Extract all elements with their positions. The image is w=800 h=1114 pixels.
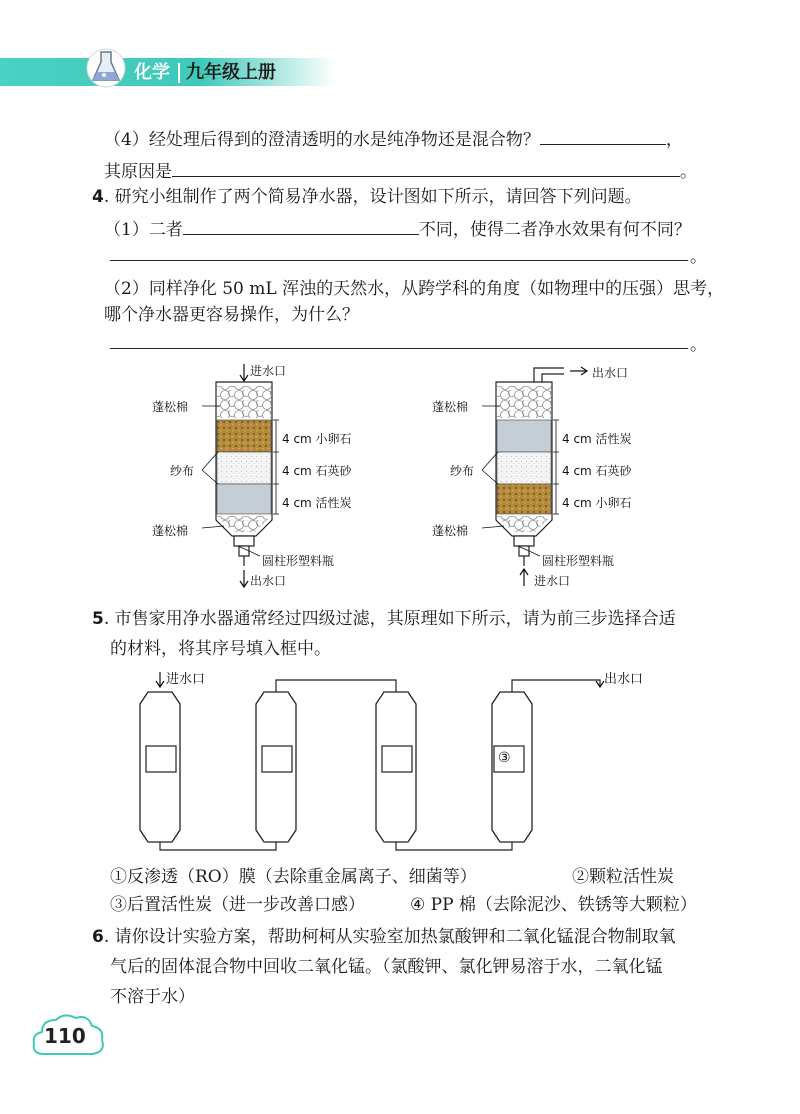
q3-period: 。: [680, 162, 697, 182]
right-layer3-label: 4 cm 小卵石: [562, 496, 632, 510]
q5-option1: ①反渗透（RO）膜（去除重金属离子、细菌等）: [110, 867, 477, 887]
right-layer2-label: 4 cm 石英砂: [562, 464, 632, 478]
q5-stem-line2: 的材料，将其序号填入框中。: [110, 639, 331, 659]
left-layer1-label: 4 cm 小卵石: [282, 432, 352, 446]
q5-option3: ③后置活性炭（进一步改善口感）: [110, 895, 365, 915]
right-gauze-label: 纱布: [450, 464, 475, 478]
q4-part1-suffix: 不同，使得二者净水效果有何不同？: [418, 220, 691, 240]
header-divider: [178, 63, 180, 83]
left-bottle-label: 圆柱形塑料瓶: [262, 554, 335, 568]
grade-label: 九年级上册: [186, 62, 276, 83]
q6-number: 6: [92, 927, 104, 947]
q5-option2: ②颗粒活性炭: [572, 867, 674, 887]
left-top-cotton: [217, 386, 271, 418]
left-cotton-bottom-label: 蓬松棉: [152, 524, 189, 538]
right-outlet-label: 出水口: [592, 366, 629, 380]
q4-part2-period: 。: [690, 335, 707, 355]
left-inlet-label: 进水口: [250, 364, 287, 378]
left-outlet-label: 出水口: [250, 574, 287, 588]
q4-stem: [92, 186, 642, 208]
subject-label: 化学: [134, 62, 170, 83]
q4-part2-line1: （2）同样净化 50 mL 浑浊的天然水，从跨学科的角度（如物理中的压强）思考，: [104, 279, 725, 299]
left-gauze-label: 纱布: [170, 464, 195, 478]
right-layer-pebbles: [497, 484, 551, 514]
q4-part1-blank[interactable]: [183, 216, 419, 235]
right-top-cotton: [497, 386, 551, 418]
q5-outlet-label: 出水口: [604, 672, 644, 687]
q4-part2-answer-line[interactable]: [110, 348, 688, 349]
left-layer-sand: [217, 452, 271, 484]
q4-part1-prefix: （1）二者: [104, 220, 183, 240]
q4-part1-answer-line[interactable]: [110, 260, 688, 261]
right-layer1-label: 4 cm 活性炭: [562, 432, 632, 446]
q4-number: 4: [92, 187, 104, 207]
q4-part1: [104, 216, 691, 241]
answer-box-2[interactable]: [262, 746, 292, 772]
left-layer-pebbles: [217, 420, 271, 452]
q6-line1: [92, 926, 676, 948]
q6-text1: . 请你设计实验方案，帮助柯柯从实验室加热氯酸钾和二氧化锰混合物制取氧: [103, 927, 676, 947]
flask-icon: [86, 44, 126, 90]
q4-part2-line2: 哪个净水器更容易操作，为什么？: [104, 305, 359, 325]
q6-line3: 不溶于水）: [110, 987, 195, 1007]
right-inlet-label: 进水口: [534, 574, 571, 588]
q6-line2: 气后的固体混合物中回收二氧化锰。（氯酸钾、氯化钾易溶于水，二氧化锰: [110, 957, 663, 977]
left-cotton-top-label: 蓬松棉: [152, 400, 189, 414]
q3-part4: [104, 126, 683, 151]
left-layer-carbon: [217, 484, 271, 514]
page-number: 110: [44, 1024, 86, 1048]
right-layer-sand: [497, 452, 551, 484]
answer-box-3[interactable]: [382, 746, 412, 772]
q5-stem-text1: . 市售家用净水器通常经过四级过滤，其原理如下所示，请为前三步选择合适: [103, 609, 676, 629]
left-layer2-label: 4 cm 石英砂: [282, 464, 352, 478]
right-layer-carbon: [497, 420, 551, 452]
q5-stem-line1: [92, 608, 676, 630]
right-bottle-label: 圆柱形塑料瓶: [542, 554, 615, 568]
q4-part1-period: 。: [690, 247, 707, 267]
q3-reason-text: 其原因是: [104, 162, 172, 182]
q5-option4: ④ PP 棉（去除泥沙、铁锈等大颗粒）: [410, 895, 697, 915]
left-layer3-label: 4 cm 活性炭: [282, 496, 352, 510]
four-stage-filter-diagram: [120, 664, 660, 860]
answer-box-1[interactable]: [146, 746, 176, 772]
q3-comma: ，: [665, 130, 683, 150]
q4-stem-text: . 研究小组制作了两个简易净水器，设计图如下所示，请回答下列问题。: [103, 187, 642, 207]
right-cotton-bottom-label: 蓬松棉: [432, 524, 469, 538]
q5-inlet-label: 进水口: [166, 672, 206, 687]
q5-number: 5: [92, 609, 104, 629]
q3-part4-blank[interactable]: [540, 126, 666, 145]
right-cotton-top-label: 蓬松棉: [432, 400, 469, 414]
answer-box-4-value: ③: [498, 750, 511, 766]
q3-part4-text: （4）经处理后得到的澄清透明的水是纯净物还是混合物？: [104, 130, 540, 150]
q3-reason-blank[interactable]: [172, 158, 680, 177]
q3-reason: [104, 158, 697, 183]
